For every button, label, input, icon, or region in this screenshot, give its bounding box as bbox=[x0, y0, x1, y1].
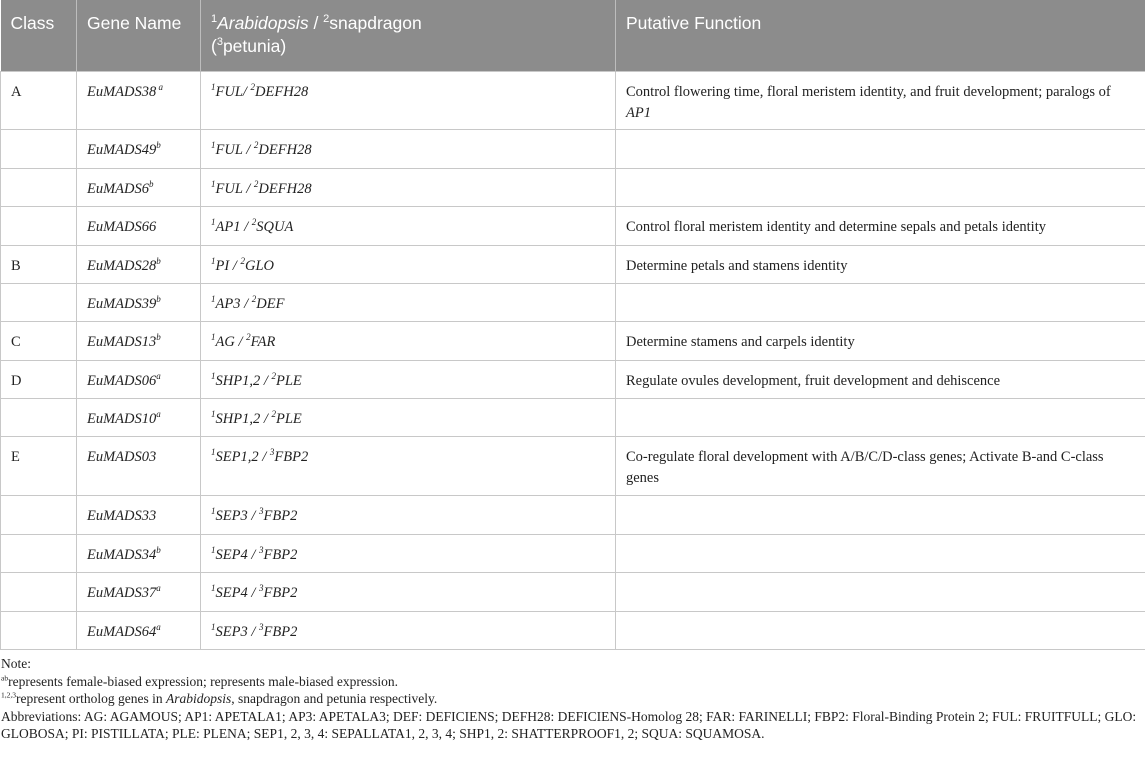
header-ortholog-species2: snapdragon bbox=[329, 13, 422, 33]
ortholog-sup2: 2 bbox=[271, 408, 276, 419]
gene-name: EuMADS64 bbox=[87, 623, 157, 640]
ortholog-gene2: DEFH28 bbox=[255, 83, 309, 100]
ortholog-gene1: SEP3 / bbox=[215, 507, 259, 524]
cell-gene-name bbox=[77, 398, 201, 436]
cell-class bbox=[1, 534, 77, 572]
table-row bbox=[1, 398, 1145, 436]
header-function: Putative Function bbox=[616, 0, 1145, 71]
header-ortholog-species1: Arabidopsis bbox=[217, 13, 309, 33]
cell-function bbox=[616, 168, 1145, 206]
cell-class bbox=[1, 572, 77, 611]
cell-ortholog bbox=[201, 495, 616, 534]
cell-gene-name bbox=[77, 321, 201, 360]
note-orthologs-species: Arabidopsis bbox=[165, 691, 232, 707]
gene-name: EuMADS03 bbox=[87, 448, 157, 465]
table-row bbox=[1, 129, 1145, 168]
cell-ortholog bbox=[201, 283, 616, 321]
gene-name: EuMADS49 bbox=[87, 141, 157, 158]
gene-sup: a bbox=[156, 81, 164, 92]
cell-class bbox=[1, 206, 77, 245]
gene-name: EuMADS38 bbox=[87, 83, 157, 100]
cell-class bbox=[1, 129, 77, 168]
cell-ortholog bbox=[201, 321, 616, 360]
note-expression bbox=[1, 673, 1141, 691]
ortholog-gene1: SHP1,2 / bbox=[215, 410, 272, 427]
cell-gene-name bbox=[77, 534, 201, 572]
table-row bbox=[1, 321, 1145, 360]
cell-gene-name bbox=[77, 611, 201, 649]
table-row bbox=[1, 360, 1145, 398]
cell-ortholog bbox=[201, 206, 616, 245]
ortholog-gene2: DEFH28 bbox=[258, 141, 312, 158]
gene-sup: b bbox=[156, 139, 161, 150]
gene-name: EuMADS13 bbox=[87, 333, 157, 350]
ortholog-gene1: AP1 / bbox=[215, 218, 252, 235]
header-ortholog-sup1: 1 bbox=[211, 13, 218, 26]
cell-function bbox=[616, 436, 1145, 495]
gene-sup: b bbox=[156, 255, 161, 266]
header-ortholog-sup3: 3 bbox=[216, 36, 223, 49]
ortholog-gene1: SEP4 / bbox=[215, 546, 259, 563]
function-text: Determine stamens and carpels identity bbox=[626, 333, 855, 350]
cell-ortholog bbox=[201, 360, 616, 398]
cell-gene-name bbox=[77, 495, 201, 534]
ortholog-sup1: 1 bbox=[211, 178, 216, 189]
cell-gene-name bbox=[77, 71, 201, 129]
function-text: Regulate ovules development, fruit development and dehiscence bbox=[626, 372, 1001, 389]
table-notes bbox=[1, 655, 1141, 743]
function-text: Co-regulate floral development with A/B/C/D-class genes; Activate B-and C-class genes bbox=[626, 448, 1104, 486]
gene-sup: a bbox=[156, 408, 161, 419]
cell-function bbox=[616, 611, 1145, 649]
cell-gene-name bbox=[77, 168, 201, 206]
ortholog-sup2: 2 bbox=[251, 216, 257, 227]
cell-class: B bbox=[1, 245, 77, 283]
ortholog-gene2: FBP2 bbox=[263, 623, 298, 640]
table-row bbox=[1, 436, 1145, 495]
cell-gene-name bbox=[77, 572, 201, 611]
cell-ortholog bbox=[201, 129, 616, 168]
cell-class: E bbox=[1, 436, 77, 495]
gene-name: EuMADS37 bbox=[87, 584, 157, 601]
table-row bbox=[1, 611, 1145, 649]
ortholog-gene2: FBP2 bbox=[263, 546, 298, 563]
ortholog-gene2: FBP2 bbox=[263, 507, 298, 524]
table-row bbox=[1, 572, 1145, 611]
ortholog-gene2: FBP2 bbox=[263, 584, 298, 601]
ortholog-sup2: 3 bbox=[259, 505, 264, 516]
ortholog-sup2: 2 bbox=[253, 139, 259, 150]
gene-name: EuMADS34 bbox=[87, 546, 157, 563]
gene-sup: a bbox=[156, 621, 161, 632]
ortholog-sup2: 2 bbox=[251, 293, 257, 304]
note-expression-sup: ab bbox=[1, 673, 9, 683]
ortholog-gene2: FAR bbox=[250, 333, 276, 350]
ortholog-gene1: AP3 / bbox=[215, 295, 252, 312]
ortholog-gene2: FBP2 bbox=[274, 448, 309, 465]
ortholog-gene2: SQUA bbox=[256, 218, 294, 235]
cell-ortholog bbox=[201, 71, 616, 129]
cell-function bbox=[616, 534, 1145, 572]
table-row bbox=[1, 206, 1145, 245]
table-row bbox=[1, 534, 1145, 572]
gene-name: EuMADS6 bbox=[87, 180, 150, 197]
gene-sup: b bbox=[156, 293, 161, 304]
cell-class: D bbox=[1, 360, 77, 398]
ortholog-gene1: FUL/ bbox=[215, 83, 251, 100]
gene-name: EuMADS66 bbox=[87, 218, 157, 235]
ortholog-sup2: 3 bbox=[259, 582, 264, 593]
cell-function bbox=[616, 398, 1145, 436]
function-gene: AP1 bbox=[626, 104, 651, 121]
ortholog-sup2: 3 bbox=[259, 544, 264, 555]
gene-sup: b bbox=[149, 178, 154, 189]
gene-sup: b bbox=[156, 331, 161, 342]
gene-name: EuMADS06 bbox=[87, 372, 157, 389]
ortholog-sup2: 3 bbox=[259, 621, 264, 632]
cell-gene-name bbox=[77, 129, 201, 168]
ortholog-gene2: PLE bbox=[275, 410, 302, 427]
cell-ortholog bbox=[201, 398, 616, 436]
ortholog-sup1: 1 bbox=[211, 216, 216, 227]
cell-ortholog bbox=[201, 611, 616, 649]
header-row bbox=[1, 0, 1145, 71]
note-orthologs bbox=[1, 690, 1141, 708]
ortholog-sup2: 2 bbox=[253, 178, 259, 189]
cell-ortholog bbox=[201, 245, 616, 283]
header-class: Class bbox=[1, 0, 77, 71]
ortholog-sup1: 1 bbox=[211, 582, 216, 593]
cell-class bbox=[1, 495, 77, 534]
cell-function bbox=[616, 572, 1145, 611]
ortholog-sup2: 3 bbox=[269, 446, 275, 457]
ortholog-sup2: 2 bbox=[271, 370, 276, 381]
header-ortholog-sep: / bbox=[308, 13, 324, 33]
gene-name: EuMADS10 bbox=[87, 410, 157, 427]
cell-gene-name bbox=[77, 360, 201, 398]
gene-name: EuMADS28 bbox=[87, 257, 157, 274]
header-ortholog bbox=[201, 0, 616, 71]
ortholog-gene2: DEF bbox=[256, 295, 285, 312]
ortholog-sup1: 1 bbox=[211, 81, 216, 92]
header-gene-name: Gene Name bbox=[77, 0, 201, 71]
ortholog-sup1: 1 bbox=[211, 505, 216, 516]
function-text: Determine petals and stamens identity bbox=[626, 257, 848, 274]
ortholog-sup1: 1 bbox=[211, 370, 216, 381]
cell-function bbox=[616, 71, 1145, 129]
ortholog-gene1: SEP3 / bbox=[215, 623, 259, 640]
gene-name: EuMADS33 bbox=[87, 507, 157, 524]
cell-gene-name bbox=[77, 436, 201, 495]
cell-function bbox=[616, 245, 1145, 283]
ortholog-sup1: 1 bbox=[211, 331, 216, 342]
ortholog-sup1: 1 bbox=[211, 293, 216, 304]
cell-function bbox=[616, 283, 1145, 321]
cell-ortholog bbox=[201, 534, 616, 572]
header-ortholog-species3: petunia) bbox=[222, 36, 287, 56]
function-text: Control floral meristem identity and determine sepals and petals identity bbox=[626, 218, 1046, 235]
ortholog-gene1: FUL / bbox=[215, 141, 254, 158]
note-abbreviations: Abbreviations: AG: AGAMOUS; AP1: APETALA1; AP3: APETALA3; DEF: DEFICIENS; DEFH28: DEFICIENS-Homolog 28; FAR: FARINELLI; FBP2: Floral-Binding Protein 2; FUL: FRUITFULL; GLO: GLOBOSA; PI: PISTILLATA; PLE: PLENA; SEP1, 2, 3, 4: SEPALLATA1, 2, 3, 4; SHP1, 2: SHATTERPROOF1, 2; SQUA: SQUAMOSA. bbox=[1, 708, 1137, 742]
gene-sup: a bbox=[156, 370, 161, 381]
cell-function bbox=[616, 206, 1145, 245]
ortholog-sup1: 1 bbox=[211, 544, 216, 555]
table-row bbox=[1, 283, 1145, 321]
cell-class: A bbox=[1, 71, 77, 129]
cell-class bbox=[1, 398, 77, 436]
gene-sup: b bbox=[156, 544, 161, 555]
cell-gene-name bbox=[77, 206, 201, 245]
table-body bbox=[1, 71, 1145, 649]
table-header bbox=[1, 0, 1145, 71]
ortholog-sup2: 2 bbox=[240, 255, 245, 266]
note-orthologs-pre: represent ortholog genes in bbox=[16, 691, 166, 707]
cell-class bbox=[1, 168, 77, 206]
cell-ortholog bbox=[201, 572, 616, 611]
ortholog-sup1: 1 bbox=[211, 408, 216, 419]
ortholog-gene1: FUL / bbox=[215, 180, 254, 197]
cell-function bbox=[616, 321, 1145, 360]
cell-function bbox=[616, 495, 1145, 534]
gene-name: EuMADS39 bbox=[87, 295, 157, 312]
ortholog-sup2: 2 bbox=[246, 331, 251, 342]
note-expression-text: represents female-biased expression; represents male-biased expression. bbox=[8, 673, 398, 689]
note-label: Note: bbox=[1, 656, 31, 671]
header-ortholog-paren: ( bbox=[211, 36, 217, 56]
table-row bbox=[1, 168, 1145, 206]
function-text: Control flowering time, floral meristem identity, and fruit development; paralogs of bbox=[626, 83, 1111, 100]
table-row bbox=[1, 495, 1145, 534]
cell-class bbox=[1, 283, 77, 321]
ortholog-gene2: PLE bbox=[275, 372, 302, 389]
table-row bbox=[1, 71, 1145, 129]
ortholog-sup1: 1 bbox=[211, 621, 216, 632]
cell-class: C bbox=[1, 321, 77, 360]
cell-function bbox=[616, 129, 1145, 168]
note-orthologs-post: , snapdragon and petunia respectively. bbox=[231, 691, 438, 707]
ortholog-sup1: 1 bbox=[211, 139, 216, 150]
ortholog-sup2: 2 bbox=[250, 81, 256, 92]
note-orthologs-sup: 1,2,3 bbox=[1, 690, 16, 700]
ortholog-gene1: PI / bbox=[215, 257, 241, 274]
ortholog-gene1: SHP1,2 / bbox=[215, 372, 272, 389]
ortholog-gene1: SEP1,2 / bbox=[215, 448, 270, 465]
ortholog-gene2: GLO bbox=[244, 257, 274, 274]
cell-gene-name bbox=[77, 283, 201, 321]
ortholog-sup1: 1 bbox=[211, 255, 216, 266]
gene-sup: a bbox=[156, 582, 161, 593]
ortholog-sup1: 1 bbox=[211, 446, 216, 457]
cell-ortholog bbox=[201, 168, 616, 206]
cell-class bbox=[1, 611, 77, 649]
header-ortholog-sup2: 2 bbox=[323, 13, 330, 26]
ortholog-gene1: SEP4 / bbox=[215, 584, 259, 601]
cell-function bbox=[616, 360, 1145, 398]
cell-ortholog bbox=[201, 436, 616, 495]
table-row bbox=[1, 245, 1145, 283]
ortholog-gene1: AG / bbox=[215, 333, 247, 350]
cell-gene-name bbox=[77, 245, 201, 283]
ortholog-gene2: DEFH28 bbox=[258, 180, 312, 197]
